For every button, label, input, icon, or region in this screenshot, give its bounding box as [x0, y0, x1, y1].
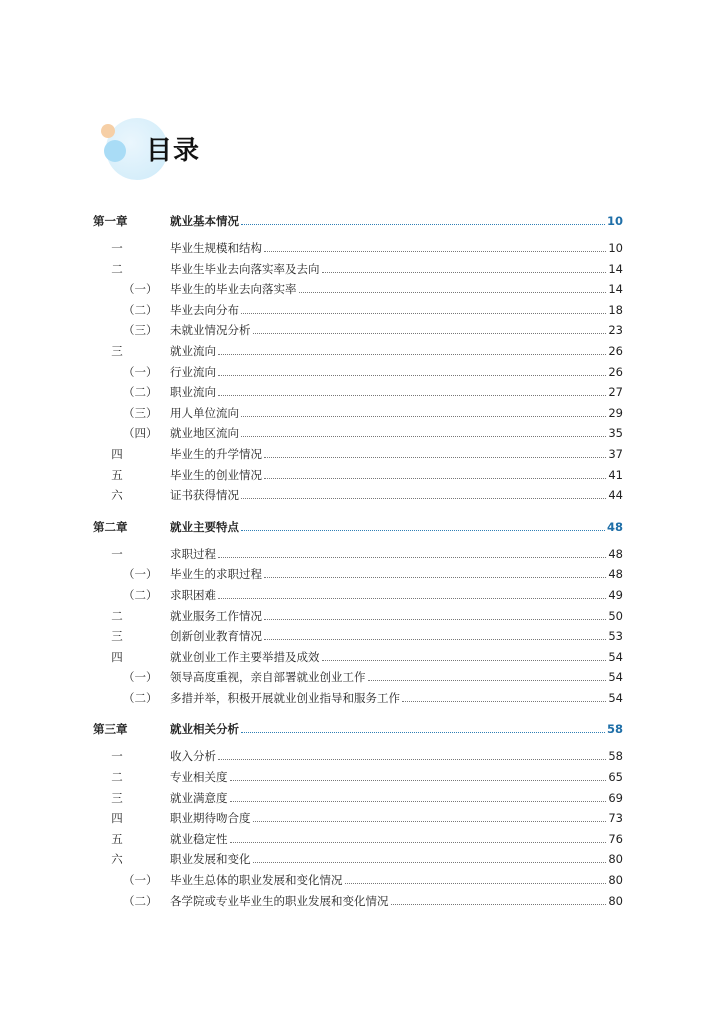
decorative-circle-orange	[101, 124, 115, 138]
toc-entry-title: 用人单位流向	[170, 405, 239, 420]
toc-entry-title: 职业发展和变化	[170, 852, 251, 867]
toc-entry-number: 一	[111, 241, 123, 255]
toc-entry-title: 毕业生规模和结构	[170, 241, 262, 255]
toc-entry-number: （一）	[123, 873, 158, 888]
toc-page-number: 53	[608, 629, 623, 644]
toc-page-number: 14	[608, 282, 623, 297]
toc-page-number: 80	[608, 893, 623, 908]
toc-entry-row[interactable]	[93, 362, 623, 383]
toc-entry-title: 就业流向	[170, 343, 216, 358]
toc-entry-number: 三	[111, 343, 123, 358]
dot-leader	[345, 870, 607, 884]
toc-entry-row[interactable]	[93, 341, 623, 362]
toc-page-number: 14	[608, 261, 623, 276]
toc-page-number: 26	[608, 343, 623, 358]
toc-entry-number: 三	[111, 790, 123, 805]
dot-leader	[241, 300, 606, 314]
toc-entry-row[interactable]	[93, 423, 623, 444]
toc-entry-row[interactable]	[93, 259, 623, 280]
toc-page-number: 29	[608, 405, 623, 420]
toc-page-number: 54	[608, 690, 623, 705]
toc-entry-number: 二	[111, 608, 123, 623]
toc-entry-title: 就业相关分析	[170, 722, 239, 737]
toc-page-number: 48	[608, 567, 623, 582]
toc-page-number: 44	[608, 488, 623, 503]
toc-entry-title: 就业地区流向	[170, 426, 239, 441]
toc-page-number: 41	[608, 467, 623, 482]
toc-entry-title: 毕业生总体的职业发展和变化情况	[170, 873, 343, 888]
dot-leader	[241, 719, 605, 733]
dot-leader	[230, 788, 607, 802]
toc-entry-row[interactable]	[93, 647, 623, 668]
toc-entry-number: 一	[111, 749, 123, 764]
toc-entry-number: 六	[111, 852, 123, 867]
toc-entry-title: 就业主要特点	[170, 519, 239, 534]
toc-entry-row[interactable]	[93, 444, 623, 465]
toc-entry-title: 多措并举，积极开展就业创业指导和服务工作	[170, 690, 400, 705]
toc-entry-title: 毕业生的升学情况	[170, 446, 262, 461]
toc-entry-title: 行业流向	[170, 364, 216, 379]
toc-entry-number: 六	[111, 488, 123, 503]
toc-page-number: 10	[608, 241, 623, 255]
dot-leader	[253, 320, 607, 334]
toc-entry-title: 毕业生的求职过程	[170, 567, 262, 582]
toc-page-number: 54	[608, 670, 623, 685]
toc-entry-title: 毕业生的毕业去向落实率	[170, 282, 297, 297]
toc-entry-number: （一）	[123, 670, 158, 685]
toc-page-number: 18	[608, 302, 623, 317]
toc-entry-number: 三	[111, 629, 123, 644]
toc-page-number: 73	[608, 811, 623, 826]
dot-leader	[218, 382, 606, 396]
toc-entry-title: 领导高度重视，亲自部署就业创业工作	[170, 670, 366, 685]
toc-entry-row[interactable]	[93, 403, 623, 424]
toc-entry-row[interactable]	[93, 606, 623, 627]
dot-leader	[264, 444, 606, 458]
toc-page-number: 80	[608, 852, 623, 867]
dot-leader	[218, 544, 606, 558]
toc-page-number: 26	[608, 364, 623, 379]
toc-entry-title: 未就业情况分析	[170, 323, 251, 338]
dot-leader	[264, 606, 606, 620]
toc-entry-number: （一）	[123, 282, 158, 297]
toc-entry-number: 四	[111, 811, 123, 826]
dot-leader	[230, 767, 607, 781]
dot-leader	[264, 465, 606, 479]
toc-entry-title: 毕业去向分布	[170, 302, 239, 317]
dot-leader	[264, 564, 606, 578]
dot-leader	[322, 259, 607, 273]
dot-leader	[241, 403, 606, 417]
table-of-contents	[93, 210, 623, 911]
toc-page-number: 49	[608, 587, 623, 602]
toc-page-number: 76	[608, 831, 623, 846]
toc-page-number: 37	[608, 446, 623, 461]
toc-entry-title: 证书获得情况	[170, 488, 239, 503]
toc-entry-title: 就业服务工作情况	[170, 608, 262, 623]
dot-leader	[241, 517, 605, 531]
toc-page-number: 65	[608, 770, 623, 785]
toc-entry-number: （二）	[123, 587, 158, 602]
toc-entry-number: （二）	[123, 302, 158, 317]
dot-leader	[253, 849, 607, 863]
dot-leader	[299, 279, 607, 293]
decorative-circle-blue	[104, 140, 126, 162]
toc-entry-number: （三）	[123, 405, 158, 420]
toc-page-number: 10	[606, 214, 623, 228]
toc-entry-number: 一	[111, 546, 123, 561]
toc-entry-number: （一）	[123, 364, 158, 379]
toc-entry-number: （四）	[123, 426, 158, 441]
toc-entry-row[interactable]	[93, 788, 623, 809]
toc-chapter-row[interactable]	[93, 210, 623, 232]
dot-leader	[368, 667, 607, 681]
dot-leader	[241, 423, 606, 437]
toc-entry-number: （二）	[123, 893, 158, 908]
dot-leader	[264, 238, 606, 252]
toc-entry-row[interactable]	[93, 891, 623, 912]
dot-leader	[230, 829, 607, 843]
dot-leader	[218, 585, 606, 599]
toc-page-number: 35	[608, 426, 623, 441]
toc-entry-number: （二）	[123, 385, 158, 400]
toc-entry-row[interactable]	[93, 382, 623, 403]
toc-entry-row[interactable]	[93, 564, 623, 585]
toc-entry-number: 五	[111, 831, 123, 846]
toc-entry-row[interactable]	[93, 767, 623, 788]
toc-entry-row[interactable]	[93, 585, 623, 606]
toc-page-number: 48	[606, 519, 623, 534]
toc-entry-number: （二）	[123, 690, 158, 705]
dot-leader	[218, 746, 606, 760]
dot-leader	[253, 808, 607, 822]
toc-entry-row[interactable]	[93, 320, 623, 341]
toc-entry-number: 四	[111, 649, 123, 664]
toc-entry-title: 求职困难	[170, 587, 216, 602]
toc-entry-title: 毕业生毕业去向落实率及去向	[170, 261, 320, 276]
toc-entry-row[interactable]	[93, 667, 623, 688]
toc-entry-title: 创新创业教育情况	[170, 629, 262, 644]
toc-entry-row[interactable]	[93, 465, 623, 486]
toc-entry-row[interactable]	[93, 829, 623, 850]
toc-entry-row[interactable]	[93, 849, 623, 870]
toc-entry-number: 第二章	[93, 519, 128, 534]
toc-entry-number: 四	[111, 446, 123, 461]
toc-entry-row[interactable]	[93, 688, 623, 709]
dot-leader	[218, 362, 606, 376]
toc-entry-row[interactable]	[93, 485, 623, 506]
dot-leader	[264, 626, 606, 640]
toc-entry-title: 求职过程	[170, 546, 216, 561]
toc-page-number: 50	[608, 608, 623, 623]
toc-entry-number: （三）	[123, 323, 158, 338]
dot-leader	[402, 688, 606, 702]
toc-entry-title: 就业稳定性	[170, 831, 228, 846]
toc-entry-row[interactable]	[93, 626, 623, 647]
title-block	[100, 116, 260, 186]
toc-entry-title: 就业满意度	[170, 790, 228, 805]
dot-leader	[322, 647, 607, 661]
toc-entry-number: 第三章	[93, 722, 128, 737]
toc-entry-title: 就业基本情况	[170, 214, 239, 228]
toc-entry-row[interactable]	[93, 544, 623, 565]
toc-entry-title: 就业创业工作主要举措及成效	[170, 649, 320, 664]
toc-page-number: 80	[608, 873, 623, 888]
toc-entry-number: 二	[111, 770, 123, 785]
toc-entry-number: 五	[111, 467, 123, 482]
toc-entry-row[interactable]	[93, 808, 623, 829]
toc-page-number: 58	[606, 722, 623, 737]
toc-page-number: 27	[608, 385, 623, 400]
toc-chapter-row[interactable]	[93, 718, 623, 740]
toc-entry-title: 职业期待吻合度	[170, 811, 251, 826]
toc-entry-row[interactable]	[93, 238, 623, 259]
toc-entry-title: 毕业生的创业情况	[170, 467, 262, 482]
toc-entry-number: （一）	[123, 567, 158, 582]
dot-leader	[241, 485, 606, 499]
toc-entry-row[interactable]	[93, 279, 623, 300]
page-title: 目录	[146, 136, 201, 166]
toc-entry-title: 职业流向	[170, 385, 216, 400]
toc-entry-row[interactable]	[93, 870, 623, 891]
toc-page-number: 69	[608, 790, 623, 805]
toc-entry-number: 第一章	[93, 214, 128, 228]
toc-page-number: 54	[608, 649, 623, 664]
toc-entry-row[interactable]	[93, 746, 623, 767]
toc-entry-title: 专业相关度	[170, 770, 228, 785]
toc-page-number: 23	[608, 323, 623, 338]
toc-chapter-row[interactable]	[93, 516, 623, 538]
toc-entry-title: 各学院或专业毕业生的职业发展和变化情况	[170, 893, 389, 908]
dot-leader	[218, 341, 606, 355]
toc-page-number: 58	[608, 749, 623, 764]
toc-entry-row[interactable]	[93, 300, 623, 321]
dot-leader	[391, 891, 607, 905]
toc-entry-title: 收入分析	[170, 749, 216, 764]
toc-page-number: 48	[608, 546, 623, 561]
dot-leader	[241, 211, 605, 225]
toc-entry-number: 二	[111, 261, 123, 276]
